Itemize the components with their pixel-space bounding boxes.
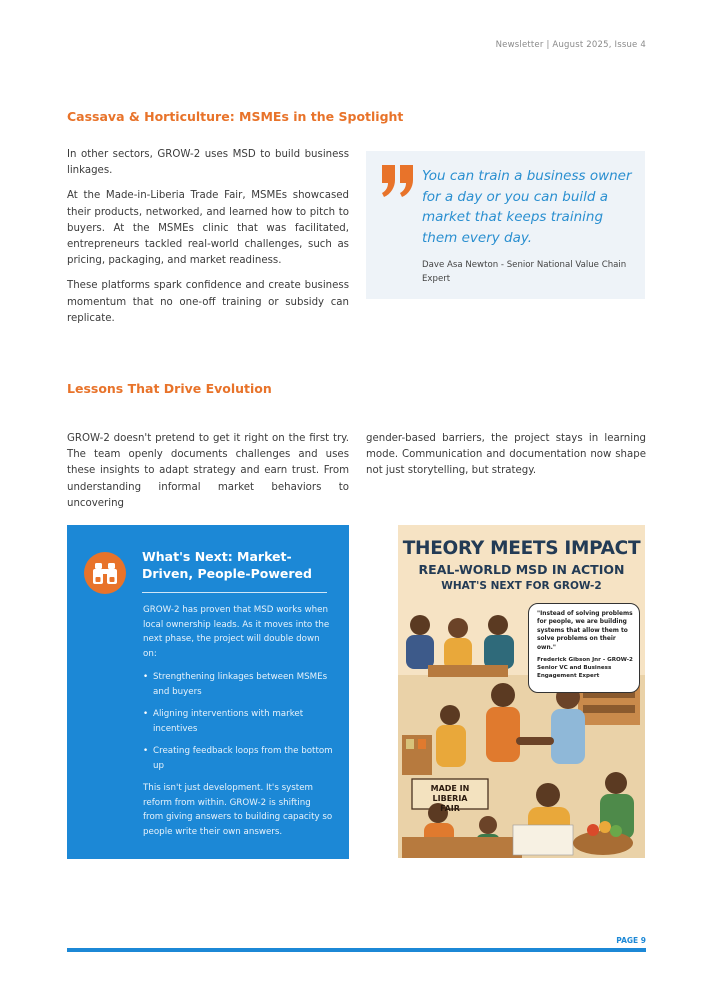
quote-attribution: Dave Asa Newton - Senior National Value Chain Expert xyxy=(422,260,627,284)
whats-next-box xyxy=(67,525,349,859)
footer-bar xyxy=(67,948,646,952)
poster-subtitle: REAL-WORLD MSD IN ACTION xyxy=(418,562,625,577)
section1-paragraph: In other sectors, GROW-2 uses MSD to build business linkages. xyxy=(67,149,349,177)
quote-text: You can train a business owner for a day or you can build a market that keeps training them every day. xyxy=(422,168,632,246)
poster-tagline: WHAT'S NEXT FOR GROW-2 xyxy=(441,580,602,592)
quote-mark-icon xyxy=(380,161,416,201)
section1-body xyxy=(67,147,349,336)
divider xyxy=(142,592,327,593)
binoculars-icon xyxy=(84,552,126,594)
page-number: PAGE 9 xyxy=(616,936,646,945)
list-item: • Strengthening linkages between MSMEs and buyers xyxy=(153,670,333,699)
whats-next-list xyxy=(143,670,333,773)
whats-next-title: What's Next: Market-Driven, People-Powered xyxy=(142,549,312,581)
section2-column-2: gender-based barriers, the project stays in learning mode. Communication and documentation now shape not just storytelling, but strategy. xyxy=(366,433,646,477)
bubble-quote: "Instead of solving problems for people, we are building systems that allow them to solve problems on their own." xyxy=(537,611,633,651)
sign-line: FAIR xyxy=(440,804,460,813)
bubble-attribution: Frederick Gibson Jnr - GROW-2 Senior VC and Business Engagement Expert xyxy=(537,657,633,679)
section-heading-cassava: Cassava & Horticulture: MSMEs in the Spotlight xyxy=(67,109,404,124)
section1-paragraph: At the Made-in-Liberia Trade Fair, MSMEs showcased their products, networked, and learned how to pitch to buyers. At the MSMEs clinic that was facilitated, entrepreneurs tackled real-world challenges, such as pricing, packaging, and market readiness. xyxy=(67,190,349,267)
made-in-liberia-sign xyxy=(415,784,485,814)
list-item: • Aligning interventions with market incentives xyxy=(153,707,333,736)
list-item: • Creating feedback loops from the bottom up xyxy=(153,744,333,773)
newsletter-header: Newsletter | August 2025, Issue 4 xyxy=(495,40,646,50)
section1-paragraph: These platforms spark confidence and create business momentum that no one-off training or subsidy can replicate. xyxy=(67,280,349,324)
theory-meets-impact-poster xyxy=(398,525,645,858)
whats-next-body xyxy=(143,603,333,839)
sign-line: MADE IN LIBERIA xyxy=(430,784,470,803)
whats-next-intro: GROW-2 has proven that MSD works when local ownership leads. As it moves into the next phase, the project will double down on: xyxy=(143,605,330,659)
pull-quote-box xyxy=(366,151,645,299)
section-heading-lessons: Lessons That Drive Evolution xyxy=(67,381,272,396)
whats-next-closing: This isn't just development. It's system reform from within. GROW-2 is shifting from giving answers to building capacity so people write their own answers. xyxy=(143,783,333,837)
section2-column-1: GROW-2 doesn't pretend to get it right on the first try. The team openly documents challenges and uses these insights to adapt strategy and earn trust. From understanding informal market behaviors to uncovering xyxy=(67,433,349,509)
poster-title: THEORY MEETS IMPACT xyxy=(402,538,641,559)
speech-bubble xyxy=(528,603,640,693)
